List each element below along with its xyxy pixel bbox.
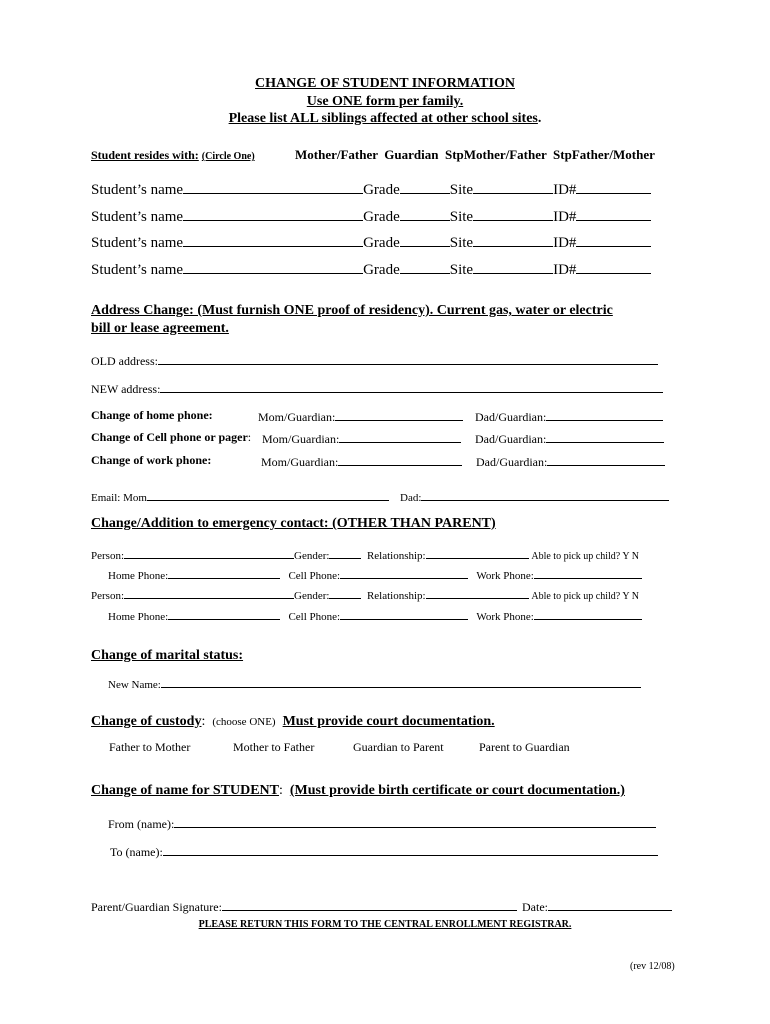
- name-change-heading-row: [91, 783, 625, 799]
- site-label: Site: [449, 209, 474, 225]
- home-phone-dad-field[interactable]: [546, 408, 663, 421]
- work-phone-label: Work Phone:: [476, 611, 534, 623]
- student-name-field[interactable]: [183, 261, 363, 274]
- id-field[interactable]: [576, 261, 651, 274]
- id-field[interactable]: [576, 234, 651, 247]
- work-phone-dad: [476, 453, 665, 470]
- custody-colon: :: [201, 714, 206, 729]
- form-instruction: [0, 111, 770, 127]
- new-address-field[interactable]: [160, 380, 663, 393]
- resides-with-label: [91, 148, 255, 163]
- gender-label: Gender:: [294, 550, 330, 562]
- relationship-field[interactable]: [426, 586, 529, 599]
- instruction-text: Please list ALL siblings affected at other school sites: [228, 111, 538, 126]
- address-heading-line2: bill or lease agreement.: [91, 321, 229, 336]
- student-name-field[interactable]: [183, 208, 363, 221]
- resides-options[interactable]: Mother/Father Guardian StpMother/Father StpFather/Mother: [295, 147, 655, 162]
- emergency-heading: Change/Addition to emergency contact: (OTHER THAN PARENT): [91, 516, 496, 531]
- site-field[interactable]: [473, 261, 553, 274]
- mom-guardian-label: Mom/Guardian:: [261, 455, 339, 469]
- site-label: Site: [449, 235, 474, 251]
- person-label: Person:: [91, 550, 124, 562]
- person-label: Person:: [91, 590, 124, 602]
- custody-option-guardian-to-parent[interactable]: Guardian to Parent: [353, 740, 444, 754]
- work-phone-label: Work Phone:: [476, 570, 534, 582]
- student-name-field[interactable]: [183, 234, 363, 247]
- pickup-label[interactable]: Able to pick up child? Y N: [531, 591, 639, 602]
- cell-phone-colon: :: [247, 430, 252, 444]
- grade-label: Grade: [363, 235, 400, 251]
- site-field[interactable]: [473, 181, 553, 194]
- student-name-label: Student’s name: [91, 182, 184, 198]
- email-dad-label: Dad:: [400, 492, 422, 504]
- revision-note: (rev 12/08): [630, 961, 675, 972]
- cell-phone-label: Cell Phone:: [288, 611, 341, 623]
- gender-field[interactable]: [329, 586, 361, 599]
- emergency-person-row: [91, 586, 639, 602]
- old-address-label: OLD address:: [91, 354, 158, 368]
- custody-heading-row: [91, 714, 495, 730]
- resides-label: Student resides with:: [91, 148, 199, 162]
- gender-field[interactable]: [329, 546, 361, 559]
- cell-phone-dad-field[interactable]: [546, 430, 664, 443]
- grade-field[interactable]: [400, 181, 450, 194]
- from-name-field[interactable]: [174, 815, 656, 828]
- name-change-requirement: (Must provide birth certificate or court documentation.): [289, 783, 625, 798]
- to-name-field[interactable]: [163, 843, 658, 856]
- email-mom-field[interactable]: [147, 488, 389, 501]
- home-phone-label: Home Phone:: [108, 611, 169, 623]
- person-field[interactable]: [124, 586, 294, 599]
- date-row: [522, 898, 672, 915]
- grade-label: Grade: [363, 262, 400, 278]
- dad-guardian-label: Dad/Guardian:: [475, 410, 547, 424]
- cell-phone-label: Change of Cell phone or pager: [91, 430, 248, 444]
- relationship-label: Relationship:: [366, 550, 426, 562]
- to-name-label: To (name):: [110, 845, 163, 859]
- emergency-work-phone-field[interactable]: [534, 566, 642, 579]
- work-phone-label: Change of work phone:: [91, 453, 212, 467]
- emergency-work-phone-field[interactable]: [534, 607, 642, 620]
- cell-phone-mom: [262, 430, 461, 447]
- site-label: Site: [449, 262, 474, 278]
- person-field[interactable]: [124, 546, 294, 559]
- id-label: ID#: [553, 235, 577, 251]
- student-name-label: Student’s name: [91, 209, 184, 225]
- grade-field[interactable]: [400, 261, 450, 274]
- signature-label: Parent/Guardian Signature:: [91, 900, 222, 914]
- new-name-row: [108, 675, 641, 691]
- new-address-row: [91, 380, 663, 397]
- home-phone-label: Change of home phone:: [91, 408, 213, 422]
- home-phone-dad: [475, 408, 663, 425]
- new-name-field[interactable]: [161, 675, 641, 688]
- site-label: Site: [449, 182, 474, 198]
- emergency-home-phone-field[interactable]: [168, 566, 280, 579]
- return-notice: PLEASE RETURN THIS FORM TO THE CENTRAL ENROLLMENT REGISTRAR.: [198, 919, 572, 930]
- gender-label: Gender:: [294, 590, 330, 602]
- emergency-phones-row: [108, 566, 642, 582]
- custody-hint: (choose ONE): [212, 716, 276, 728]
- email-dad-field[interactable]: [421, 488, 669, 501]
- date-field[interactable]: [548, 898, 672, 911]
- student-row: [91, 181, 651, 199]
- email-mom-row: [91, 488, 389, 504]
- student-row: [91, 208, 651, 226]
- student-name-label: Student’s name: [91, 262, 184, 278]
- new-address-label: NEW address:: [91, 382, 161, 396]
- name-change-heading: Change of name for STUDENT: [91, 783, 279, 798]
- pickup-label[interactable]: Able to pick up child? Y N: [531, 551, 639, 562]
- old-address-row: [91, 352, 658, 369]
- custody-option-mother-to-father[interactable]: Mother to Father: [233, 740, 315, 754]
- work-phone-dad-field[interactable]: [547, 453, 665, 466]
- student-row: [91, 234, 651, 252]
- home-phone-label: Home Phone:: [108, 570, 169, 582]
- email-dad-row: [400, 488, 669, 504]
- to-name-row: [110, 843, 658, 860]
- site-field[interactable]: [473, 208, 553, 221]
- custody-heading: Change of custody: [91, 714, 202, 729]
- id-label: ID#: [553, 182, 577, 198]
- id-label: ID#: [553, 209, 577, 225]
- cell-phone-dad: [475, 430, 664, 447]
- grade-field[interactable]: [400, 208, 450, 221]
- dad-guardian-label: Dad/Guardian:: [475, 432, 547, 446]
- name-change-colon: :: [278, 783, 283, 798]
- emergency-person-row: [91, 546, 639, 562]
- home-phone-mom: [258, 408, 463, 425]
- relationship-field[interactable]: [426, 546, 529, 559]
- mom-guardian-label: Mom/Guardian:: [258, 410, 336, 424]
- cell-phone-label: Cell Phone:: [288, 570, 341, 582]
- relationship-label: Relationship:: [366, 590, 426, 602]
- date-label: Date:: [522, 900, 548, 914]
- grade-field[interactable]: [400, 234, 450, 247]
- from-name-row: [108, 815, 656, 832]
- mom-guardian-label: Mom/Guardian:: [262, 432, 340, 446]
- student-name-label: Student’s name: [91, 235, 184, 251]
- student-name-field[interactable]: [183, 181, 363, 194]
- signature-field[interactable]: [222, 898, 517, 911]
- id-field[interactable]: [576, 181, 651, 194]
- id-label: ID#: [553, 262, 577, 278]
- signature-row: [91, 898, 517, 915]
- cell-phone-label-wrap: [91, 430, 251, 445]
- custody-requirement: Must provide court documentation.: [282, 714, 495, 729]
- custody-option-parent-to-guardian[interactable]: Parent to Guardian: [479, 740, 570, 754]
- email-mom-label: Email: Mom: [91, 492, 147, 504]
- from-name-label: From (name):: [108, 817, 175, 831]
- work-phone-mom: [261, 453, 462, 470]
- work-phone-mom-field[interactable]: [338, 453, 462, 466]
- form-subtitle: Use ONE form per family.: [306, 94, 464, 109]
- emergency-home-phone-field[interactable]: [168, 607, 280, 620]
- form-title: CHANGE OF STUDENT INFORMATION: [255, 76, 515, 91]
- emergency-cell-phone-field[interactable]: [340, 566, 468, 579]
- id-field[interactable]: [576, 208, 651, 221]
- resides-hint: (Circle One): [201, 151, 255, 162]
- site-field[interactable]: [473, 234, 553, 247]
- address-heading-line1: Address Change: (Must furnish ONE proof of residency). Current gas, water or electric: [91, 303, 613, 318]
- emergency-phones-row: [108, 607, 642, 623]
- cell-phone-mom-field[interactable]: [339, 430, 461, 443]
- student-row: [91, 261, 651, 279]
- marital-heading: Change of marital status:: [91, 648, 244, 663]
- old-address-field[interactable]: [158, 352, 658, 365]
- grade-label: Grade: [363, 209, 400, 225]
- custody-option-father-to-mother[interactable]: Father to Mother: [109, 740, 191, 754]
- instruction-period: .: [537, 111, 542, 126]
- grade-label: Grade: [363, 182, 400, 198]
- emergency-cell-phone-field[interactable]: [340, 607, 468, 620]
- new-name-label: New Name:: [108, 679, 161, 691]
- dad-guardian-label: Dad/Guardian:: [476, 455, 548, 469]
- home-phone-mom-field[interactable]: [335, 408, 463, 421]
